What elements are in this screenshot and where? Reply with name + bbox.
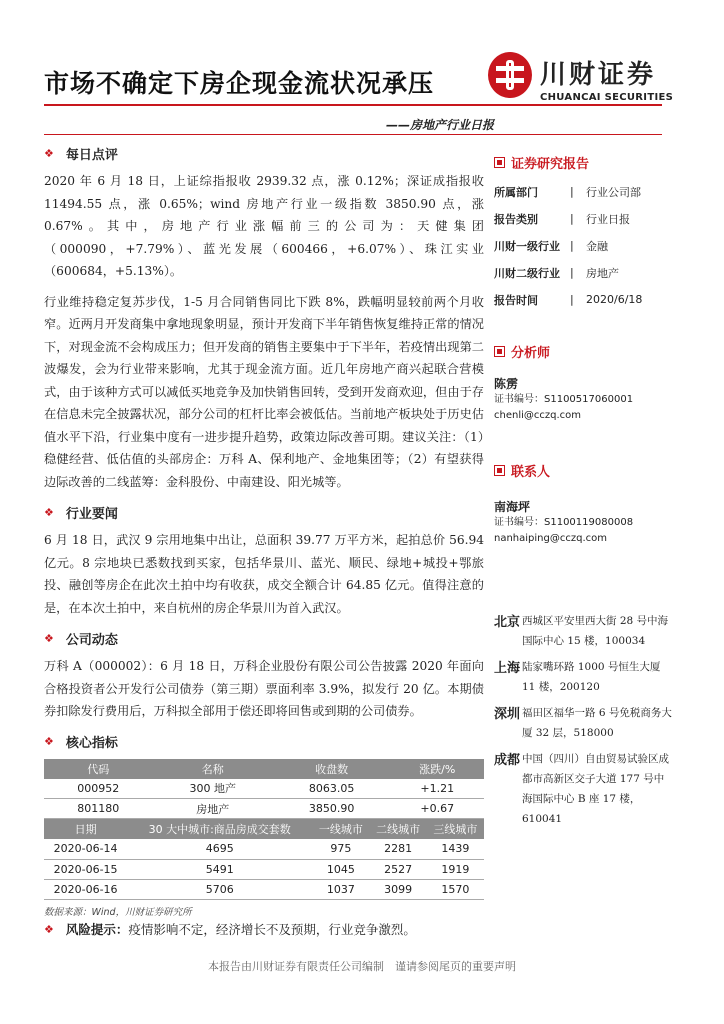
office-item — [494, 657, 674, 697]
page-title: 市场不确定下房企现金流状况承压 — [44, 69, 435, 98]
industry-news-paragraph: 6 月 18 日，武汉 9 宗用地集中出让，总面积 39.77 万平方米，起拍总价 56.94 亿元。8 宗地块已悉数找到买家，包括华景川、蓝光、顺民、绿地+城投+鄂旅投、融创等房企在此次土拍中均有收获，成交全额合计 64.85 亿元。值得注意的是，在本次土拍中，来自杭州的房企华景川为首入武汉。 — [44, 533, 484, 615]
info-sep: | — [570, 212, 574, 225]
logo-text-en: CHUANCAI SECURITIES — [540, 92, 674, 103]
office-item — [494, 703, 674, 743]
square-bullet-icon — [494, 465, 505, 476]
table-header: 二线城市 — [369, 819, 426, 839]
table-cell: 801180 — [44, 799, 153, 819]
table-cell: 2527 — [369, 859, 426, 879]
table-header: 日期 — [44, 819, 127, 839]
section-company-news — [44, 627, 484, 649]
info-sep: | — [570, 239, 574, 252]
table-row — [44, 879, 484, 899]
table-cell: +1.21 — [390, 779, 484, 799]
diamond-icon: ❖ — [44, 146, 54, 160]
table-cell: 8063.05 — [273, 779, 391, 799]
section-heading: 公司动态 — [65, 632, 118, 648]
analyst-email[interactable]: chenli@cczq.com — [494, 410, 582, 421]
logo-text-cn: 川财证券 — [540, 60, 657, 90]
office-city: 上海 — [494, 661, 521, 676]
office-list — [494, 611, 674, 829]
table-cell: 2281 — [369, 839, 426, 859]
contact-cert: 证书编号：S1100119080008 — [494, 517, 634, 528]
table-cell: 3099 — [369, 879, 426, 899]
table-header: 代码 — [44, 759, 153, 779]
office-item — [494, 611, 674, 651]
table-cell: 5491 — [127, 859, 312, 879]
table-header: 30 大中城市:商品房成交套数 — [127, 819, 312, 839]
office-item — [494, 749, 674, 829]
square-bullet-icon — [494, 346, 505, 357]
info-value: 行业日报 — [586, 212, 630, 226]
table-header: 收盘数 — [273, 759, 391, 779]
info-key: 川财一级行业 — [494, 239, 560, 253]
table-header: 一线城市 — [312, 819, 369, 839]
table-cell: 2020-06-15 — [44, 859, 127, 879]
table-row — [44, 779, 484, 799]
review-paragraph-1: 2020 年 6 月 18 日，上证综指报收 2939.32 点，涨 0.12%；深证成指报收 11494.55 点，涨 0.65%；wind 房地产行业一级指数 3850.90 点，涨 0.67%。其中，房地产行业涨幅前三的公司为：天健集团（000090，+7.79%）、蓝光发展（600466，+6.07%）、珠江实业（600684，+5.13%）。 — [44, 174, 484, 278]
section-daily-review — [44, 142, 484, 164]
table-cell: 5706 — [127, 879, 312, 899]
report-info-heading: 证券研究报告 — [494, 152, 674, 172]
section-core-indicators — [44, 731, 484, 753]
office-address: 中国（四川）自由贸易试验区成都市高新区交子大道 177 号中海国际中心 B 座 17 楼，610041 — [522, 753, 669, 825]
table-cell: 3850.90 — [273, 799, 391, 819]
logo-mark-icon — [488, 52, 532, 98]
table-cell: 2020-06-16 — [44, 879, 127, 899]
info-key: 报告类别 — [494, 212, 538, 226]
table-cell: 1037 — [312, 879, 369, 899]
analyst-name: 陈雳 — [494, 377, 519, 391]
office-city: 深圳 — [494, 707, 521, 722]
info-sep: | — [570, 266, 574, 279]
contact-heading: 联系人 — [494, 460, 674, 480]
table-cell: 000952 — [44, 779, 153, 799]
table-header: 三线城市 — [427, 819, 484, 839]
housing-sales-table — [44, 819, 484, 900]
section-heading: 行业要闻 — [65, 506, 118, 522]
risk-warning — [44, 920, 416, 938]
table-row — [44, 799, 484, 819]
info-sep: | — [570, 293, 574, 306]
office-city: 北京 — [494, 615, 521, 630]
section-heading: 核心指标 — [65, 736, 118, 751]
table-header: 涨跌/% — [390, 759, 484, 779]
info-key: 所属部门 — [494, 185, 538, 199]
analyst-cert: 证书编号：S1100517060001 — [494, 394, 634, 405]
diamond-icon: ❖ — [44, 735, 54, 748]
table-cell: 4695 — [127, 839, 312, 859]
table-cell: 房地产 — [153, 799, 273, 819]
data-source-note: 数据来源：Wind，川财证券研究所 — [44, 906, 192, 918]
subtitle-divider — [44, 134, 662, 135]
info-row — [494, 205, 674, 232]
office-address: 陆家嘴环路 1000 号恒生大厦 11 楼，200120 — [522, 661, 661, 693]
office-address: 福田区福华一路 6 号免税商务大厦 32 层，518000 — [522, 707, 672, 739]
table-cell: 975 — [312, 839, 369, 859]
main-content — [44, 142, 484, 918]
table-cell: +0.67 — [390, 799, 484, 819]
info-value: 房地产 — [586, 266, 619, 280]
diamond-icon: ❖ — [44, 631, 54, 645]
info-row — [494, 286, 674, 313]
company-news-paragraph: 万科 A（000002）：6 月 18 日，万科企业股份有限公司公告披露 2020 年面向合格投资者公开发行公司债券（第三期）票面利率 3.9%，拟发行 20 亿。本期债券扣除发行费用后，万科拟全部用于偿还即将回售或到期的公司债券。 — [44, 659, 484, 718]
info-value: 金融 — [586, 239, 608, 253]
header-divider — [44, 104, 662, 106]
section-heading: 每日点评 — [65, 147, 118, 163]
page-footer: 本报告由川财证券有限责任公司编制 谨请参阅尾页的重要声明 — [208, 960, 516, 973]
info-value: 2020/6/18 — [586, 293, 643, 306]
table-row — [44, 839, 484, 859]
risk-text: 疫情影响不定，经济增长不及预期，行业竞争激烈。 — [128, 922, 416, 937]
review-paragraph-2: 行业维持稳定复苏步伐，1-5 月合同销售同比下跌 8%，跌幅明显较前两个月收窄。近两月开发商集中拿地现象明显，预计开发商下半年销售恢复维持正常的情况下，对现金流不会构成压力；但开发商的销售主要集中于下半年，若疫情出现第二波爆发，会为行业带来影响，尤其于现金流方面。近几年房地产商兴起联合营模式，由于该种方式可以减低买地竞争及加快销售回转，受到开发商欢迎，但由于存在信息未完全披露状况，部分公司的杠杆比率会被低估。当前地产板块处于历史估值水平下沿，行业集中度有一进步提升趋势，政策边际改善可期。建议关注：（1）稳健经营、低估值的头部房企：万科 A、保利地产、金地集团等；（2）有望获得边际改善的二线蓝筹：金科股份、中南建设、阳光城等。 — [44, 294, 484, 489]
office-city: 成都 — [494, 753, 521, 768]
contact-email[interactable]: nanhaiping@cczq.com — [494, 533, 607, 544]
company-logo — [488, 52, 674, 108]
contact-name: 南海坪 — [494, 500, 531, 514]
table-header: 名称 — [153, 759, 273, 779]
info-row — [494, 259, 674, 286]
info-sep: | — [570, 185, 574, 198]
square-bullet-icon — [494, 157, 505, 168]
table-cell: 1570 — [427, 879, 484, 899]
section-industry-news — [44, 501, 484, 523]
diamond-icon: ❖ — [44, 505, 54, 519]
report-subtitle: ——房地产行业日报 — [386, 118, 495, 132]
diamond-icon: ❖ — [44, 922, 54, 936]
table-cell: 1439 — [427, 839, 484, 859]
table-row — [44, 859, 484, 879]
info-key: 川财二级行业 — [494, 266, 560, 280]
index-table — [44, 759, 484, 820]
analyst-heading: 分析师 — [494, 341, 674, 361]
info-row — [494, 232, 674, 259]
table-cell: 2020-06-14 — [44, 839, 127, 859]
office-address: 西城区平安里西大街 28 号中海国际中心 15 楼，100034 — [522, 615, 669, 647]
sidebar — [494, 152, 674, 829]
info-key: 报告时间 — [494, 293, 538, 307]
table-cell: 1045 — [312, 859, 369, 879]
table-cell: 1919 — [427, 859, 484, 879]
risk-label: 风险提示： — [65, 922, 129, 937]
info-value: 行业公司部 — [586, 185, 641, 199]
info-row — [494, 178, 674, 205]
table-cell: 300 地产 — [153, 779, 273, 799]
